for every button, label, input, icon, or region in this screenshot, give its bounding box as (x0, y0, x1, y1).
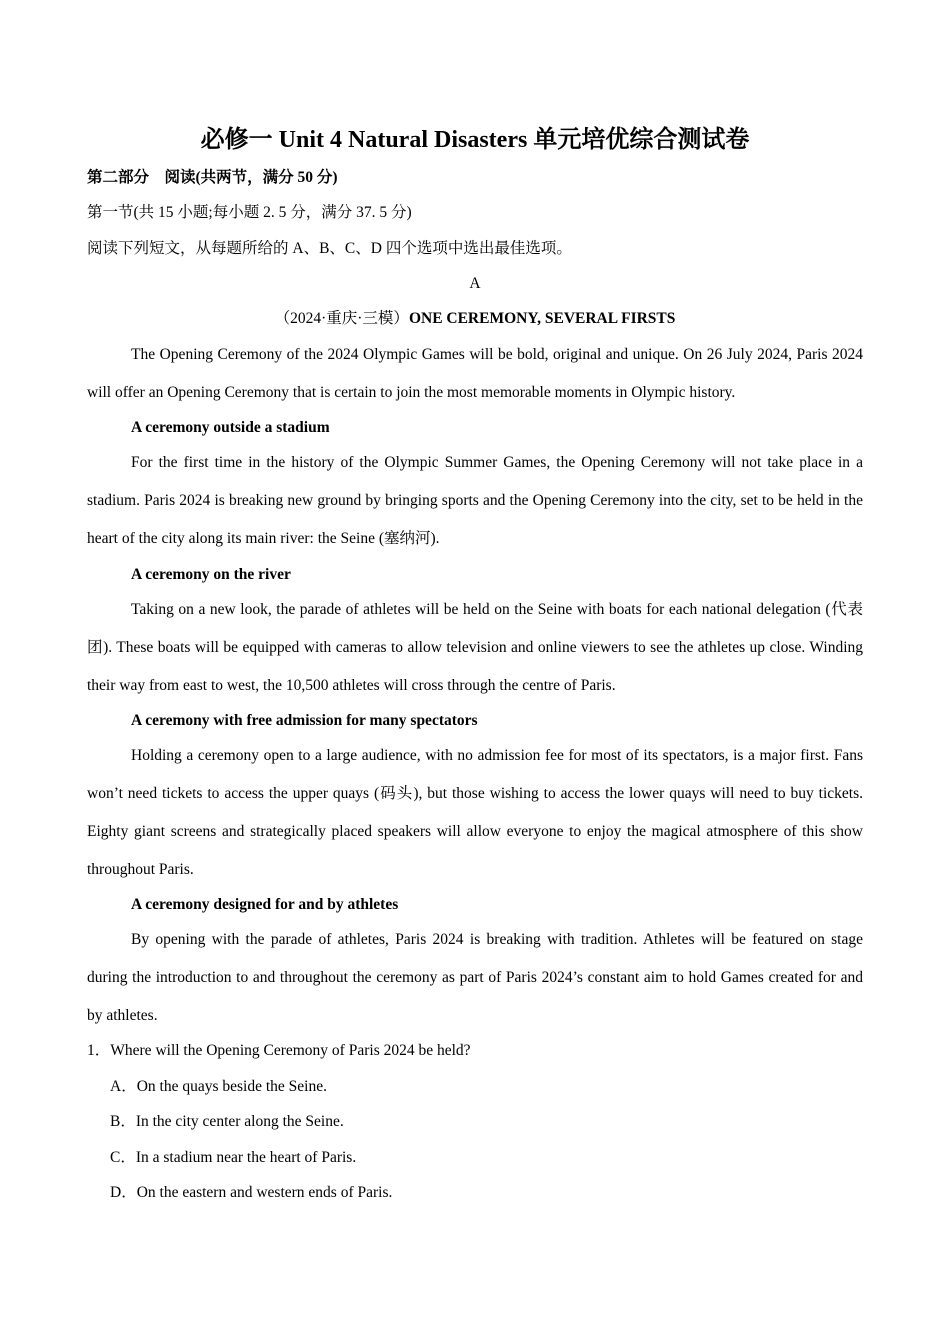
question-1 (87, 1040, 471, 1062)
option-c: C．In a stadium near the heart of Paris. (110, 1149, 357, 1166)
question-text: Where will the Opening Ceremony of Paris 2024 be held? (110, 1042, 471, 1059)
section-heading-river: A ceremony on the river (131, 566, 291, 583)
page-title: 必修一 Unit 4 Natural Disasters 单元培优综合测试卷 (200, 127, 750, 153)
section-text-athletes: By opening with the parade of athletes, Paris 2024 is breaking with tradition. Athletes will be featured on stage during the introduction to and throughout the ceremony as part of Paris 2024’s constant aim to hold Games created for and by athletes. (87, 931, 863, 1024)
section-text-stadium: For the first time in the history of the Olympic Summer Games, the Opening Ceremony will not take place in a stadium. Paris 2024 is breaking new ground by bringing sports and the Opening Ceremony into the city, set to be held in the heart of the city along its main river: the Seine (塞纳河). (87, 454, 863, 547)
passage-letter: A (469, 275, 481, 292)
instructions: 阅读下列短文，从每题所给的 A、B、C、D 四个选项中选出最佳选项。 (87, 240, 572, 257)
passage-heading: ONE CEREMONY, SEVERAL FIRSTS (408, 310, 676, 327)
section-heading-athletes: A ceremony designed for and by athletes (131, 896, 399, 913)
question-number: 1． (87, 1042, 111, 1059)
option-a: A．On the quays beside the Seine. (110, 1078, 327, 1095)
section-heading-stadium: A ceremony outside a stadium (131, 419, 330, 436)
section-info: 第一节(共 15 小题;每小题 2. 5 分，满分 37. 5 分) (87, 204, 412, 221)
section-text-river: Taking on a new look, the parade of athletes will be held on the Seine with boats for each national delegation (代表团). These boats will be equipped with cameras to allow television and online viewers to see the athletes up close. Winding their way from east to west, the 10,500 athletes will cross through the centre of Paris. (87, 601, 863, 694)
part-heading: 第二部分 阅读(共两节，满分 50 分) (87, 169, 338, 186)
passage-title (0, 308, 950, 330)
section-heading-admission: A ceremony with free admission for many spectators (131, 712, 478, 729)
option-d: D．On the eastern and western ends of Paris. (110, 1184, 393, 1201)
option-b: B．In the city center along the Seine. (110, 1113, 344, 1130)
section-text-admission: Holding a ceremony open to a large audience, with no admission fee for most of its spectators, is a major first. Fans won’t need tickets to access the upper quays (码头), but those wishing to access the lower quays will need to buy tickets. Eighty giant screens and strategically placed speakers will allow everyone to enjoy the magical atmosphere of this show throughout Paris. (87, 747, 863, 878)
passage-intro: The Opening Ceremony of the 2024 Olympic Games will be bold, original and unique. On 26 July 2024, Paris 2024 will offer an Opening Ceremony that is certain to join the most memorable moments in Olympic history. (87, 346, 863, 401)
passage-source: （2024·重庆·三模） (274, 310, 409, 327)
